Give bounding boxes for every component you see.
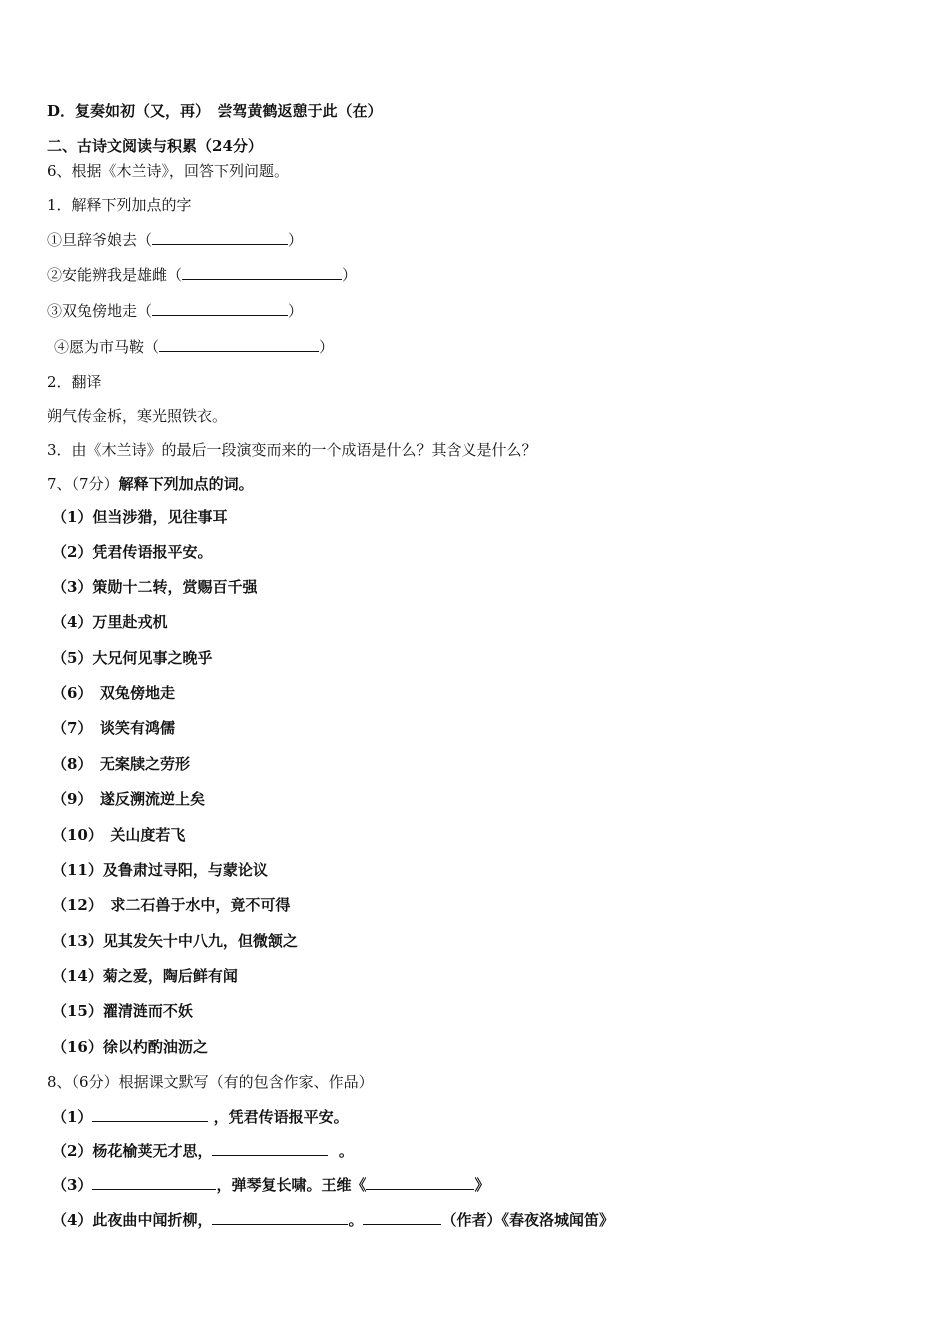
answer-blank[interactable] — [212, 1140, 328, 1156]
q7-item: （6） 双兔傍地走 — [52, 684, 175, 702]
answer-blank[interactable] — [182, 264, 342, 280]
q6-part2-title: 2．翻译 — [47, 373, 102, 391]
q6-stem: 6、根据《木兰诗》，回答下列问题。 — [47, 162, 290, 180]
q7-item: （13）见其发矢十中八九，但微颔之 — [52, 932, 298, 950]
q6-part1-title: 1．解释下列加点的字 — [47, 196, 192, 214]
q6-item-1: ①旦辞爷娘去（ ） — [47, 231, 304, 249]
q7-item: （3）策勋十二转，赏赐百千强 — [52, 578, 258, 596]
q7-item: （12） 求二石兽于水中，竟不可得 — [52, 896, 291, 914]
q7-item: （9） 遂反溯流逆上矣 — [52, 790, 205, 808]
q8-line-1: （1） ，凭君传语报平安。 — [52, 1108, 349, 1126]
q7-item: （8） 无案牍之劳形 — [52, 755, 190, 773]
q7-stem: 7、（7分）解释下列加点的词。 — [47, 475, 254, 493]
q7-item: （4）万里赴戎机 — [52, 613, 168, 631]
answer-blank[interactable] — [212, 1209, 348, 1225]
q7-item: （16）徐以杓酌油沥之 — [52, 1038, 208, 1056]
q7-item: （5）大兄何见事之晚乎 — [52, 649, 213, 667]
q6-item-3: ③双兔傍地走（ ） — [47, 302, 304, 320]
q7-item: （15）濯清涟而不妖 — [52, 1002, 193, 1020]
q8-line-2: （2）杨花榆荚无才思， 。 — [52, 1142, 354, 1160]
q7-item: （14）菊之爱，陶后鲜有闻 — [52, 967, 238, 985]
q8-line-4: （4）此夜曲中闻折柳， 。 （作者）《春夜洛城闻笛》 — [52, 1211, 614, 1229]
q6-part2-text: 朔气传金柝，寒光照铁衣。 — [47, 407, 228, 425]
q7-item: （7） 谈笑有鸿儒 — [52, 719, 175, 737]
q6-part3: 3．由《木兰诗》的最后一段演变而来的一个成语是什么？其含义是什么？ — [47, 441, 537, 459]
answer-blank[interactable] — [363, 1209, 441, 1225]
q8-stem: 8、（6分）根据课文默写（有的包含作家、作品） — [47, 1073, 374, 1091]
q7-item: （2）凭君传语报平安。 — [52, 543, 213, 561]
answer-blank[interactable] — [366, 1174, 474, 1190]
q7-item: （11）及鲁肃过寻阳，与蒙论议 — [52, 861, 268, 879]
q6-item-2: ②安能辨我是雄雌（ ） — [47, 266, 358, 284]
q8-line-3: （3） ，弹琴复长啸。王维《 》 — [52, 1176, 490, 1194]
q7-item: （1）但当涉猎，见往事耳 — [52, 508, 228, 526]
answer-blank[interactable] — [152, 229, 288, 245]
answer-blank[interactable] — [152, 300, 288, 316]
section-title: 二、古诗文阅读与积累（24分） — [47, 137, 263, 155]
answer-blank[interactable] — [92, 1106, 208, 1122]
answer-blank[interactable] — [92, 1174, 216, 1190]
option-d: D．复奏如初（又，再） 尝驾黄鹤返憩于此（在） — [47, 102, 383, 120]
q7-item: （10） 关山度若飞 — [52, 826, 186, 844]
answer-blank[interactable] — [159, 336, 319, 352]
q6-item-4: ④愿为市马鞍（ ） — [54, 338, 335, 356]
